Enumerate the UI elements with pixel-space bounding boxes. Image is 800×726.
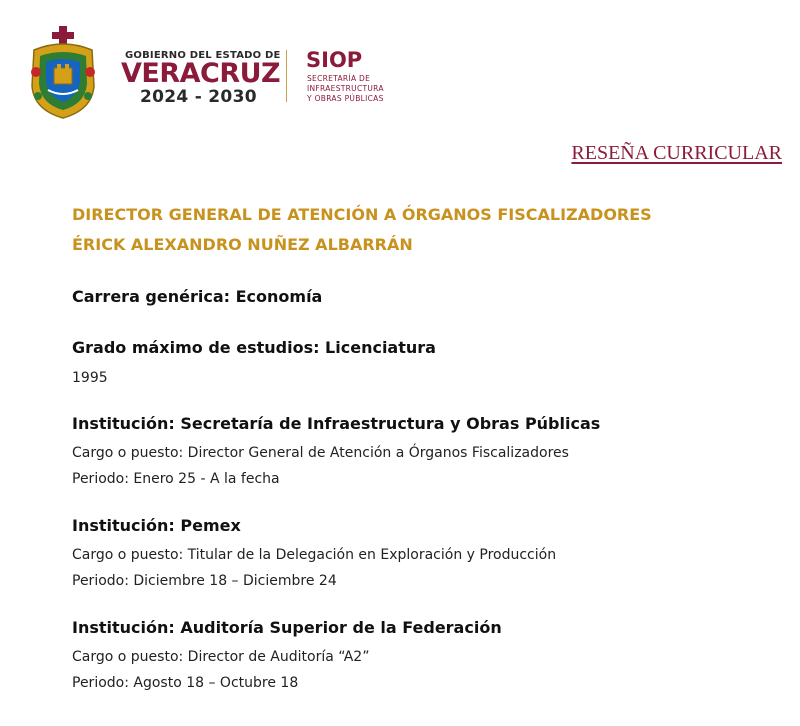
veracruz-coat-of-arms-icon <box>24 24 102 120</box>
job-period: Periodo: Diciembre 18 – Diciembre 24 <box>72 573 337 589</box>
siop-subtitle-line: SECRETARÍA DE <box>307 74 371 83</box>
education-heading: Grado máximo de estudios: Licenciatura <box>72 338 436 357</box>
state-name: VERACRUZ <box>121 58 281 89</box>
career-heading: Carrera genérica: Economía <box>72 287 323 306</box>
job-role: Cargo o puesto: Titular de la Delegación en Exploración y Producción <box>72 547 557 563</box>
siop-subtitle-line: Y OBRAS PÚBLICAS <box>307 94 384 103</box>
curriculum-content <box>72 205 782 692</box>
document-title: RESEÑA CURRICULAR <box>571 142 782 164</box>
siop-subtitle <box>307 74 417 104</box>
position-title: DIRECTOR GENERAL DE ATENCIÓN A ÓRGANOS FISCALIZADORES <box>72 205 652 224</box>
job-period: Periodo: Agosto 18 – Octubre 18 <box>72 675 299 691</box>
logo-divider <box>286 50 287 102</box>
job-institution: Institución: Auditoría Superior de la Federación <box>72 618 502 637</box>
job-role: Cargo o puesto: Director General de Atención a Órganos Fiscalizadores <box>72 445 569 461</box>
letterhead <box>24 24 404 124</box>
job-period: Periodo: Enero 25 - A la fecha <box>72 471 280 487</box>
person-name: ÉRICK ALEXANDRO NUÑEZ ALBARRÁN <box>72 235 413 254</box>
job-role: Cargo o puesto: Director de Auditoría “A2” <box>72 649 370 665</box>
siop-logo-text: SIOP <box>306 48 363 72</box>
education-year: 1995 <box>72 370 108 386</box>
siop-subtitle-line: INFRAESTRUCTURA <box>307 84 384 93</box>
job-institution: Institución: Secretaría de Infraestructura y Obras Públicas <box>72 414 601 433</box>
administration-period: 2024 - 2030 <box>140 87 257 107</box>
job-institution: Institución: Pemex <box>72 516 241 535</box>
government-label: GOBIERNO DEL ESTADO DE <box>125 50 281 61</box>
